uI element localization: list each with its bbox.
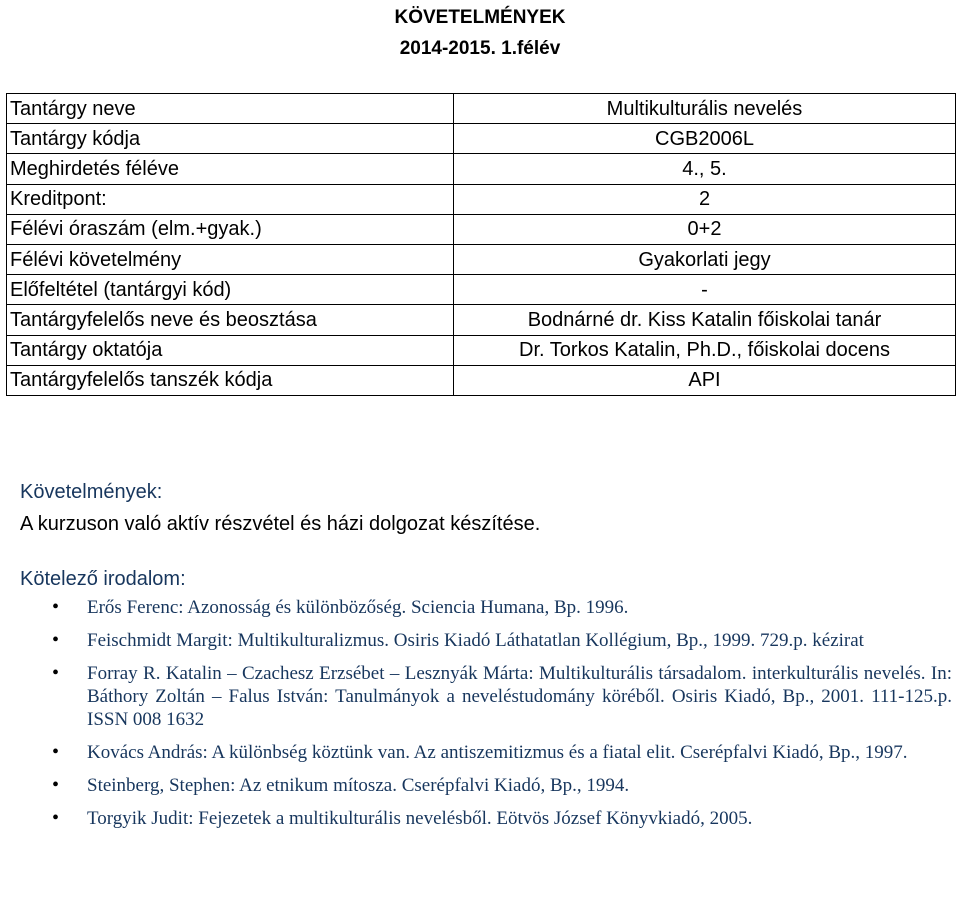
row-value: Dr. Torkos Katalin, Ph.D., főiskolai docens <box>454 335 956 365</box>
table-row <box>7 124 956 154</box>
table-row <box>7 305 956 335</box>
list-item: • Erős Ferenc: Azonosság és különbözőség. Sciencia Humana, Bp. 1996. <box>52 596 952 619</box>
row-label: Tantárgyfelelős tanszék kódja <box>7 365 454 395</box>
table-row <box>7 214 956 244</box>
row-value: - <box>454 275 956 305</box>
course-info-table <box>6 93 956 396</box>
requirements-section <box>20 476 540 540</box>
semester-label: 2014-2015. 1.félév <box>399 38 561 59</box>
table-row <box>7 365 956 395</box>
row-value: 2 <box>454 184 956 214</box>
row-value: 4., 5. <box>454 154 956 184</box>
row-value: CGB2006L <box>454 124 956 154</box>
requirements-text: A kurzuson való aktív részvétel és házi dolgozat készítése. <box>20 513 541 535</box>
list-item: • Steinberg, Stephen: Az etnikum mítosza. Cserépfalvi Kiadó, Bp., 1994. <box>52 774 952 797</box>
row-label: Tantárgy kódja <box>7 124 454 154</box>
table-row <box>7 154 956 184</box>
list-item: • Feischmidt Margit: Multikulturalizmus. Osiris Kiadó Láthatatlan Kollégium, Bp., 1999. 729.p. kézirat <box>52 629 952 652</box>
row-value: Bodnárné dr. Kiss Katalin főiskolai tanár <box>454 305 956 335</box>
row-value: API <box>454 365 956 395</box>
document-title: KÖVETELMÉNYEK <box>394 7 566 28</box>
row-label: Tantárgy oktatója <box>7 335 454 365</box>
row-label: Előfeltétel (tantárgyi kód) <box>7 275 454 305</box>
row-value: Multikulturális nevelés <box>454 94 956 124</box>
list-item: • Forray R. Katalin – Czachesz Erzsébet – Lesznyák Márta: Multikulturális társadalom. interkulturális nevelés. In: Báthory Zoltán – Falus István: Tanulmányok a neveléstudomány köréből. Osiris Kiadó, Bp., 2001. 111-125.p. ISSN 008 1632 <box>52 662 952 731</box>
list-item: • Torgyik Judit: Fejezetek a multikulturális nevelésből. Eötvös József Könyvkiadó, 2005. <box>52 807 952 830</box>
row-label: Tantárgyfelelős neve és beosztása <box>7 305 454 335</box>
row-label: Meghirdetés féléve <box>7 154 454 184</box>
table-row <box>7 244 956 274</box>
table-row <box>7 94 956 124</box>
literature-heading: Kötelező irodalom: <box>20 568 186 590</box>
row-label: Félévi óraszám (elm.+gyak.) <box>7 214 454 244</box>
list-item: • Kovács András: A különbség köztünk van. Az antiszemitizmus és a fiatal elit. Cserépfalvi Kiadó, Bp., 1997. <box>52 741 952 764</box>
row-label: Kreditpont: <box>7 184 454 214</box>
document-header <box>0 2 960 64</box>
table-row <box>7 335 956 365</box>
row-value: Gyakorlati jegy <box>454 244 956 274</box>
literature-list <box>52 596 952 840</box>
requirements-heading: Követelmények: <box>20 481 163 503</box>
row-label: Tantárgy neve <box>7 94 454 124</box>
table-row <box>7 275 956 305</box>
table-row <box>7 184 956 214</box>
row-label: Félévi követelmény <box>7 244 454 274</box>
row-value: 0+2 <box>454 214 956 244</box>
